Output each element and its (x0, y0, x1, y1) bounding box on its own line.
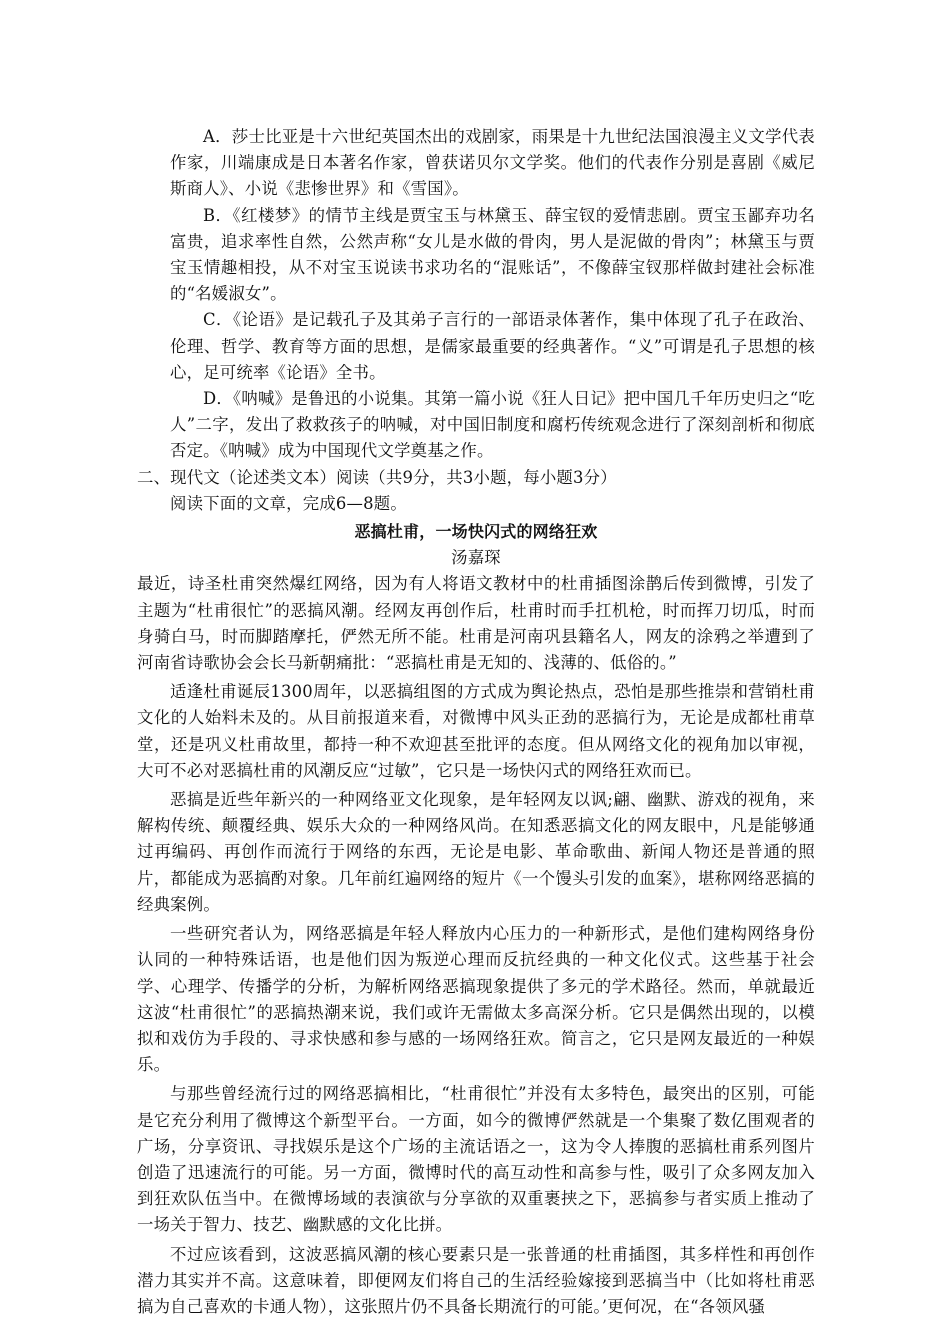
option-b: B．《红楼梦》的情节主线是贾宝玉与林黛玉、薛宝钗的爱情悲剧。贾宝玉鄙弃功名富贵，追求率性自然，公然声称“女儿是水做的骨肉，男人是泥做的骨肉”；林黛玉与贾宝玉情趣相投，从不对宝玉说读书求功名的“混账话”，不像薛宝钗那样做封建社会标准的“名媛淑女”。 (170, 205, 815, 304)
article-paragraph-4: 一些研究者认为，网络恶搞是年轻人释放内心压力的一种新形式，是他们建构网络身份认同的一种特殊话语，也是他们因为叛逆心理而反抗经典的一种文化仪式。这些基于社会学、心理学、传播学的分析，为解析网络恶搞现象提供了多元的学术路径。然而，单就最近这波“杜甫很忙”的恶搞热潮来说，我们或许无需做太多高深分析。它只是偶然出现的，以模拟和戏仿为手段的、寻求快感和参与感的一场网络狂欢。简言之，它只是网友最近的一种娱乐。 (137, 924, 815, 1075)
section-heading: 二、现代文（论述类文本）阅读（共9分，共3小题，每小题3分） (137, 467, 617, 487)
reading-instruction: 阅读下面的文章，完成6—8题。 (170, 493, 407, 513)
exam-page (137, 124, 815, 1323)
article-title: 恶搞杜甫，一场快闪式的网络狂欢 (354, 522, 598, 542)
article-paragraph-6: 不过应该看到，这波恶搞风潮的核心要素只是一张普通的杜甫插图，其多样性和再创作潜力其实并不高。这意味着，即便网友们将自己的生活经验嫁接到恶搞当中（比如将杜甫恶搞为自己喜欢的卡通人物），这张照片仍不具备长期流行的可能。’更何况，在“各领风骚 (137, 1244, 815, 1316)
option-c: C．《论语》是记载孔子及其弟子言行的一部语录体著作，集中体现了孔子在政治、伦理、哲学、教育等方面的思想，是儒家最重要的经典著作。“义”可谓是孔子思想的核心，足可统率《论语》全书。 (170, 310, 815, 382)
article-paragraph-3: 恶搞是近些年新兴的一种网络亚文化现象，是年轻网友以讽;翩、幽默、游戏的视角，来解构传统、颠覆经典、娱乐大众的一种网络风尚。在知悉恶搞文化的网友眼中，凡是能够通过再编码、再创作而流行于网络的东西，无论是电影、革命歌曲、新闻人物还是普通的照片，都能成为恶搞酌对象。几年前红遍网络的短片《一个馒头引发的血案》，堪称网络恶搞的经典案例。 (137, 790, 815, 914)
option-a: A．莎士比亚是十六世纪英国杰出的戏剧家，雨果是十九世纪法国浪漫主义文学代表作家，川端康成是日本著名作家，曾获诺贝尔文学奖。他们的代表作分别是喜剧《威尼斯商人》、小说《悲惨世界》和《雪国》。 (170, 127, 815, 199)
article-paragraph-1: 最近，诗圣杜甫突然爆红网络，因为有人将语文教材中的杜甫插图涂鹊后传到微博，引发了主题为“杜甫很忙”的恶搞风潮。经网友再创作后，杜甫时而手扛机枪，时而挥刀切瓜，时而身骑白马，时而脚踏摩托，俨然无所不能。杜甫是河南巩县籍名人，网友的涂鸦之举遭到了河南省诗歌协会会长马新朝痛批：“恶搞杜甫是无知的、浅薄的、低俗的。” (137, 574, 815, 673)
article-paragraph-2: 适逢杜甫诞辰1300周年，以恶搞组图的方式成为舆论热点，恐怕是那些推崇和营销杜甫文化的人始料未及的。从目前报道来看，对微博中风头正劲的恶搞行为，无论是成都杜甫草堂，还是巩义杜甫故里，都持一种不欢迎甚至批评的态度。但从网络文化的视角加以审视，大可不必对恶搞杜甫的风潮反应“过敏”，它只是一场快闪式的网络狂欢而已。 (137, 682, 815, 780)
option-d: D．《呐喊》是鲁迅的小说集。其第一篇小说《狂人日记》把中国几千年历史归之“吃人”二字，发出了救救孩子的呐喊，对中国旧制度和腐朽传统观念进行了深刻剖析和彻底否定。《呐喊》成为中国现代文学奠基之作。 (170, 389, 815, 461)
article-author: 汤嘉琛 (451, 548, 501, 568)
article-paragraph-5: 与那些曾经流行过的网络恶搞相比，“杜甫很忙”并没有太多特色，最突出的区别，可能是它充分利用了微博这个新型平台。一方面，如今的微博俨然就是一个集聚了数亿围观者的广场，分享资讯、寻找娱乐是这个广场的主流话语之一，这为令人捧腹的恶搞杜甫系列图片创造了迅速流行的可能。另一方面，微博时代的高互动性和高参与性，吸引了众多网友加入到狂欢队伍当中。在微博场域的表演欲与分享欲的双重裹挟之下，恶搞参与者实质上推动了一场关于智力、技艺、幽默感的文化比拼。 (137, 1084, 815, 1235)
